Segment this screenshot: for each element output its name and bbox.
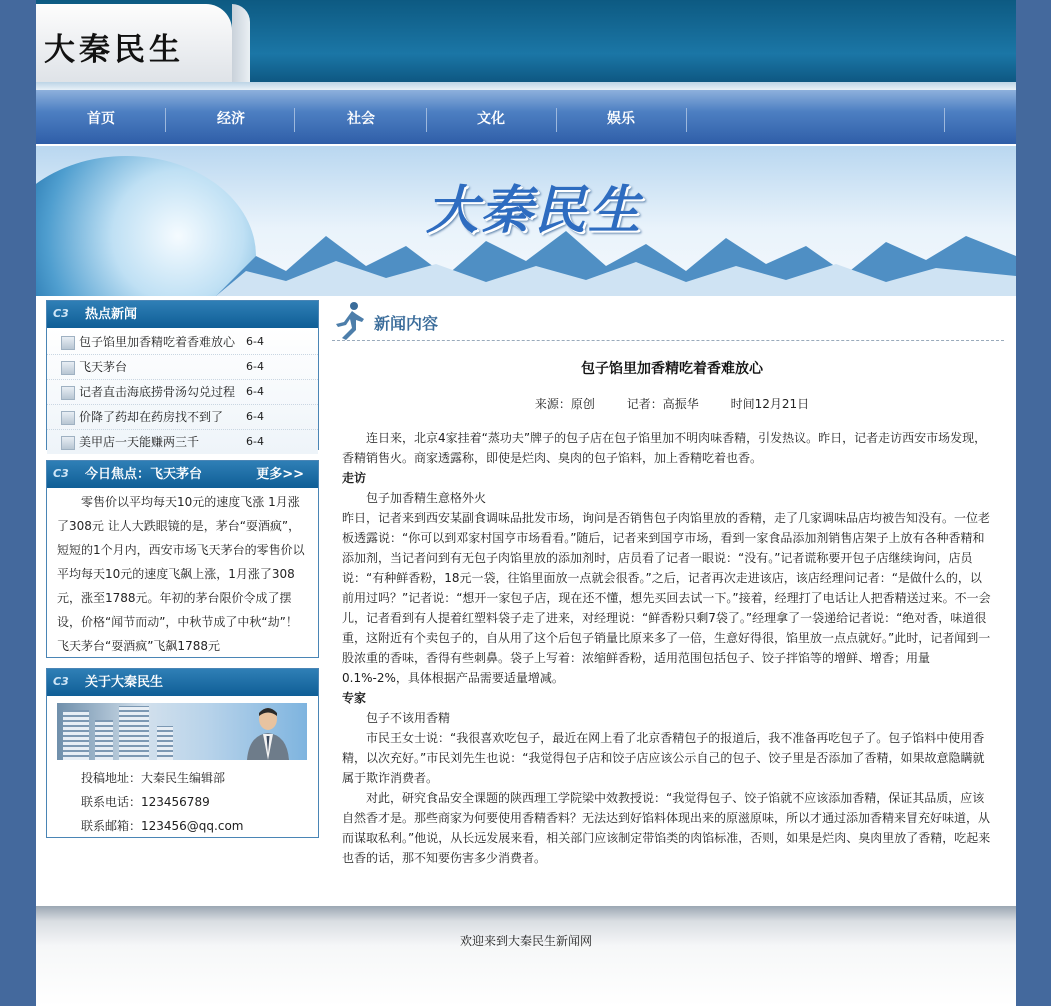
more-link[interactable]: 更多>>	[256, 467, 304, 482]
news-date: 6-4	[246, 385, 264, 398]
list-item[interactable]	[47, 430, 318, 454]
nav-divider	[294, 108, 295, 132]
header	[36, 0, 1016, 90]
news-date: 6-4	[246, 435, 264, 448]
about-box	[46, 668, 319, 838]
document-icon	[61, 386, 75, 400]
article-paragraph: 包子加香精生意格外火	[366, 491, 487, 505]
article-paragraph: 对此，研究食品安全课题的陕西理工学院梁中效教授说：“我觉得包子、饺子馅就不应该添加香精，保证其品质，应该自然香才是。那些商家为何要使用香精香料？无法达到好馅料体现出来的原滋原味，所以才通过添加香精来冒充好味道，从而谋取私利。”他说，从长远发展来看，相关部门应该制定带馅类的肉馅标准，否则，如果是烂肉、臭肉里放了香精，吃起来也香的话，那不知要伤害多少消费者。	[342, 791, 991, 865]
article-paragraph: 昨日，记者来到西安某副食调味品批发市场，询问是否销售包子肉馅里放的香精，走了几家调味品店均被告知没有。一位老板透露说：“你可以到邓家村国亨市场看看。”随后，记者来到国亨市场，看到一家食品添加剂销售店架子上放有各种香精和添加剂，当记者问到有无包子肉馅里放的添加剂时，店员看了记者一眼说：“没有。”记者谎称要开包子店继续询问，店员说：“有种鲜香粉，18元一袋，往馅里面放一点就会很香。”之后，记者再次走进该店，该店经理问记者：“是做什么的，以前用过吗？”记者说：“想开一家包子店，现在还不懂，想先买回去试一下。”接着，经理打了电话让人把香精送过来。不一会儿，记者看到有人提着红塑料袋子走了进来，对经理说：“鲜香粉只剩7袋了。”经理拿了一袋递给记者说：“绝对香，味道很重，这附近有个卖包子的，自从用了这个后包子销量比原来多了一倍，生意好得很，馅里放一点点就好。”此时，记者闻到一股浓重的香味，香得有些刺鼻。袋子上写着：浓缩鲜香粉，适用范围包括包子、饺子拌馅等的增鲜、增香；用量0.1%-2%，具体根据产品需要适量增减。	[342, 511, 991, 685]
banner-title: 大秦民生	[426, 180, 643, 241]
document-icon	[61, 336, 75, 350]
news-date: 6-4	[246, 360, 264, 373]
article-body	[342, 428, 992, 868]
news-link[interactable]: 记者直击海底捞骨汤勾兑过程	[79, 385, 236, 399]
header-strip	[36, 82, 1016, 90]
document-icon	[61, 436, 75, 450]
news-link[interactable]: 美甲店一天能赚两三千	[79, 435, 200, 449]
main-nav	[36, 90, 1016, 144]
news-date: 6-4	[246, 335, 264, 348]
section-icon: C3	[53, 307, 69, 320]
focus-box	[46, 460, 319, 658]
page	[36, 0, 1016, 1006]
article-meta	[342, 395, 1002, 412]
nav-culture[interactable]: 文化	[477, 111, 505, 127]
section-icon: C3	[53, 675, 69, 688]
nav-divider	[165, 108, 166, 132]
nav-entertainment[interactable]: 娱乐	[607, 111, 635, 127]
about-title: 关于大秦民生	[85, 675, 164, 690]
contact-email: 联系邮箱：123456@qq.com	[81, 819, 244, 833]
nav-divider	[944, 108, 945, 132]
about-header	[47, 669, 318, 696]
article-title: 包子馅里加香精吃着香难放心	[581, 361, 763, 377]
contact-phone: 联系电话：123456789	[81, 795, 210, 809]
footer	[36, 906, 1016, 1006]
article-paragraph: 连日来，北京4家挂着“蒸功夫”牌子的包子店在包子馅里加不明肉味香精，引发热议。昨日，记者走访西安市场发现，香精销售火。商家透露称，即使是烂肉、臭肉的包子馅料，加上香精吃着也香。	[342, 431, 987, 465]
banner	[36, 146, 1016, 296]
article-paragraph: 市民王女士说：“我很喜欢吃包子，最近在网上看了北京香精包子的报道后，我不准备再吃包子了。包子馅料中使用香精，以次充好。”市民刘先生也说：“我觉得包子店和饺子店应该公示自己的包子、饺子里是否添加了香精，如果故意隐瞒就属于欺诈消费者。	[342, 731, 985, 785]
hot-news-title: 热点新闻	[85, 307, 138, 322]
focus-title: 今日焦点：飞天茅台	[85, 467, 203, 482]
document-icon	[61, 411, 75, 425]
logo-tab	[36, 4, 232, 82]
person-graphic	[245, 703, 291, 760]
footer-text: 欢迎来到大秦民生新闻网	[459, 934, 592, 948]
content-header	[332, 300, 1004, 341]
runner-icon	[332, 300, 366, 340]
nav-divider	[556, 108, 557, 132]
focus-summary: 零售价以平均每天10元的速度飞涨 1月涨了308元 让人大跌眼镜的是，茅台“耍酒疯”，短短的1个月内，西安市场飞天茅台的零售价以平均每天10元的速度飞飙上涨，1月涨了308元，涨至1788元。年初的茅台限价令成了摆设，价格“闻节而动”，中秋节成了中秋“劫”！ 飞天茅台“耍酒疯”飞飙1788元	[57, 495, 305, 653]
nav-home[interactable]: 首页	[87, 111, 115, 127]
nav-divider	[426, 108, 427, 132]
article-reporter: 记者：高振华	[626, 397, 699, 411]
article-paragraph: 包子不该用香精	[366, 711, 451, 725]
list-item[interactable]	[47, 355, 318, 380]
list-item[interactable]	[47, 330, 318, 355]
article-subheading: 专家	[342, 691, 367, 705]
content-section-title: 新闻内容	[374, 314, 439, 333]
list-item[interactable]	[47, 380, 318, 405]
contact-address: 投稿地址：大秦民生编辑部	[81, 771, 226, 785]
nav-society[interactable]: 社会	[347, 111, 375, 127]
nav-economy[interactable]: 经济	[217, 111, 245, 127]
about-banner-image	[57, 703, 307, 760]
article-time: 时间12月21日	[730, 397, 810, 411]
section-icon: C3	[53, 467, 69, 480]
nav-divider	[686, 108, 687, 132]
hot-news-header	[47, 301, 318, 328]
document-icon	[61, 361, 75, 375]
hot-news-box	[46, 300, 319, 450]
news-date: 6-4	[246, 410, 264, 423]
focus-header	[47, 461, 318, 488]
article-source: 来源：原创	[534, 397, 595, 411]
news-link[interactable]: 价降了药却在药房找不到了	[79, 410, 224, 424]
hot-news-list	[47, 328, 318, 454]
news-link[interactable]: 包子馅里加香精吃着香难放心	[79, 335, 236, 349]
news-link[interactable]: 飞天茅台	[79, 360, 128, 374]
site-logo[interactable]: 大秦民生	[44, 32, 184, 68]
list-item[interactable]	[47, 405, 318, 430]
article-subheading: 走访	[342, 471, 367, 485]
